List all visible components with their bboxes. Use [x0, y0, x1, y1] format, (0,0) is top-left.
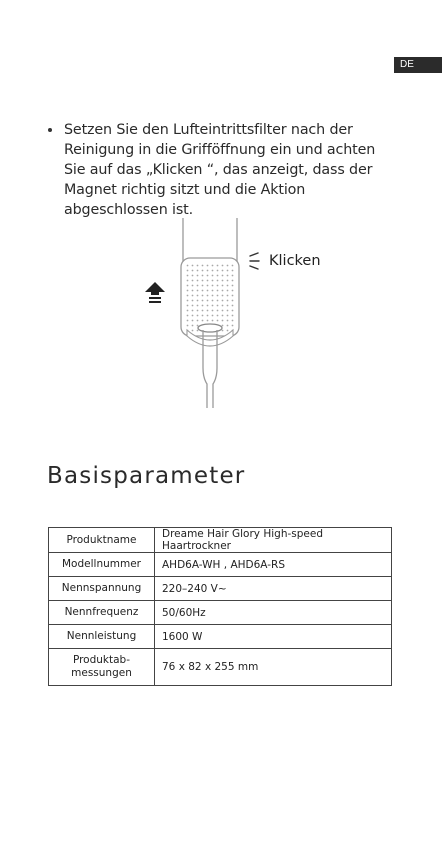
param-value: 50/60Hz	[155, 601, 392, 625]
param-value: 1600 W	[155, 625, 392, 649]
table-row	[49, 625, 392, 649]
param-value: Dreame Hair Glory High-speed Haartrockner	[155, 528, 392, 553]
param-label: Produktname	[49, 528, 155, 553]
param-label: Nennfrequenz	[49, 601, 155, 625]
param-value: 220–240 V~	[155, 577, 392, 601]
hair-dryer-filter-illustration	[135, 218, 335, 408]
param-value: 76 x 82 x 255 mm	[155, 649, 392, 686]
param-label: Modellnummer	[49, 553, 155, 577]
param-label: Nennspannung	[49, 577, 155, 601]
bullet-dot	[48, 128, 52, 132]
instruction-bullet	[48, 120, 398, 220]
click-label: Klicken	[269, 253, 321, 269]
table-row	[49, 577, 392, 601]
param-label: Produktab- messungen	[49, 649, 155, 686]
param-label: Nennleistung	[49, 625, 155, 649]
language-badge: DE	[394, 57, 442, 73]
section-title: Basisparameter	[47, 463, 246, 489]
up-arrow-icon	[145, 282, 165, 303]
param-value: AHD6A-WH , AHD6A-RS	[155, 553, 392, 577]
table-row	[49, 601, 392, 625]
instruction-text: Setzen Sie den Lufteintrittsfilter nach der Reinigung in die Grifföffnung ein und achten Sie auf das „Klicken “, das anzeigt, dass der Magnet richtig sitzt und die Aktion abgeschlossen ist.	[64, 122, 376, 218]
table-row	[49, 528, 392, 553]
parameters-table	[48, 527, 392, 686]
table-row	[49, 553, 392, 577]
table-row	[49, 649, 392, 686]
cable-socket	[198, 324, 222, 332]
click-indicator-icon	[250, 253, 259, 269]
